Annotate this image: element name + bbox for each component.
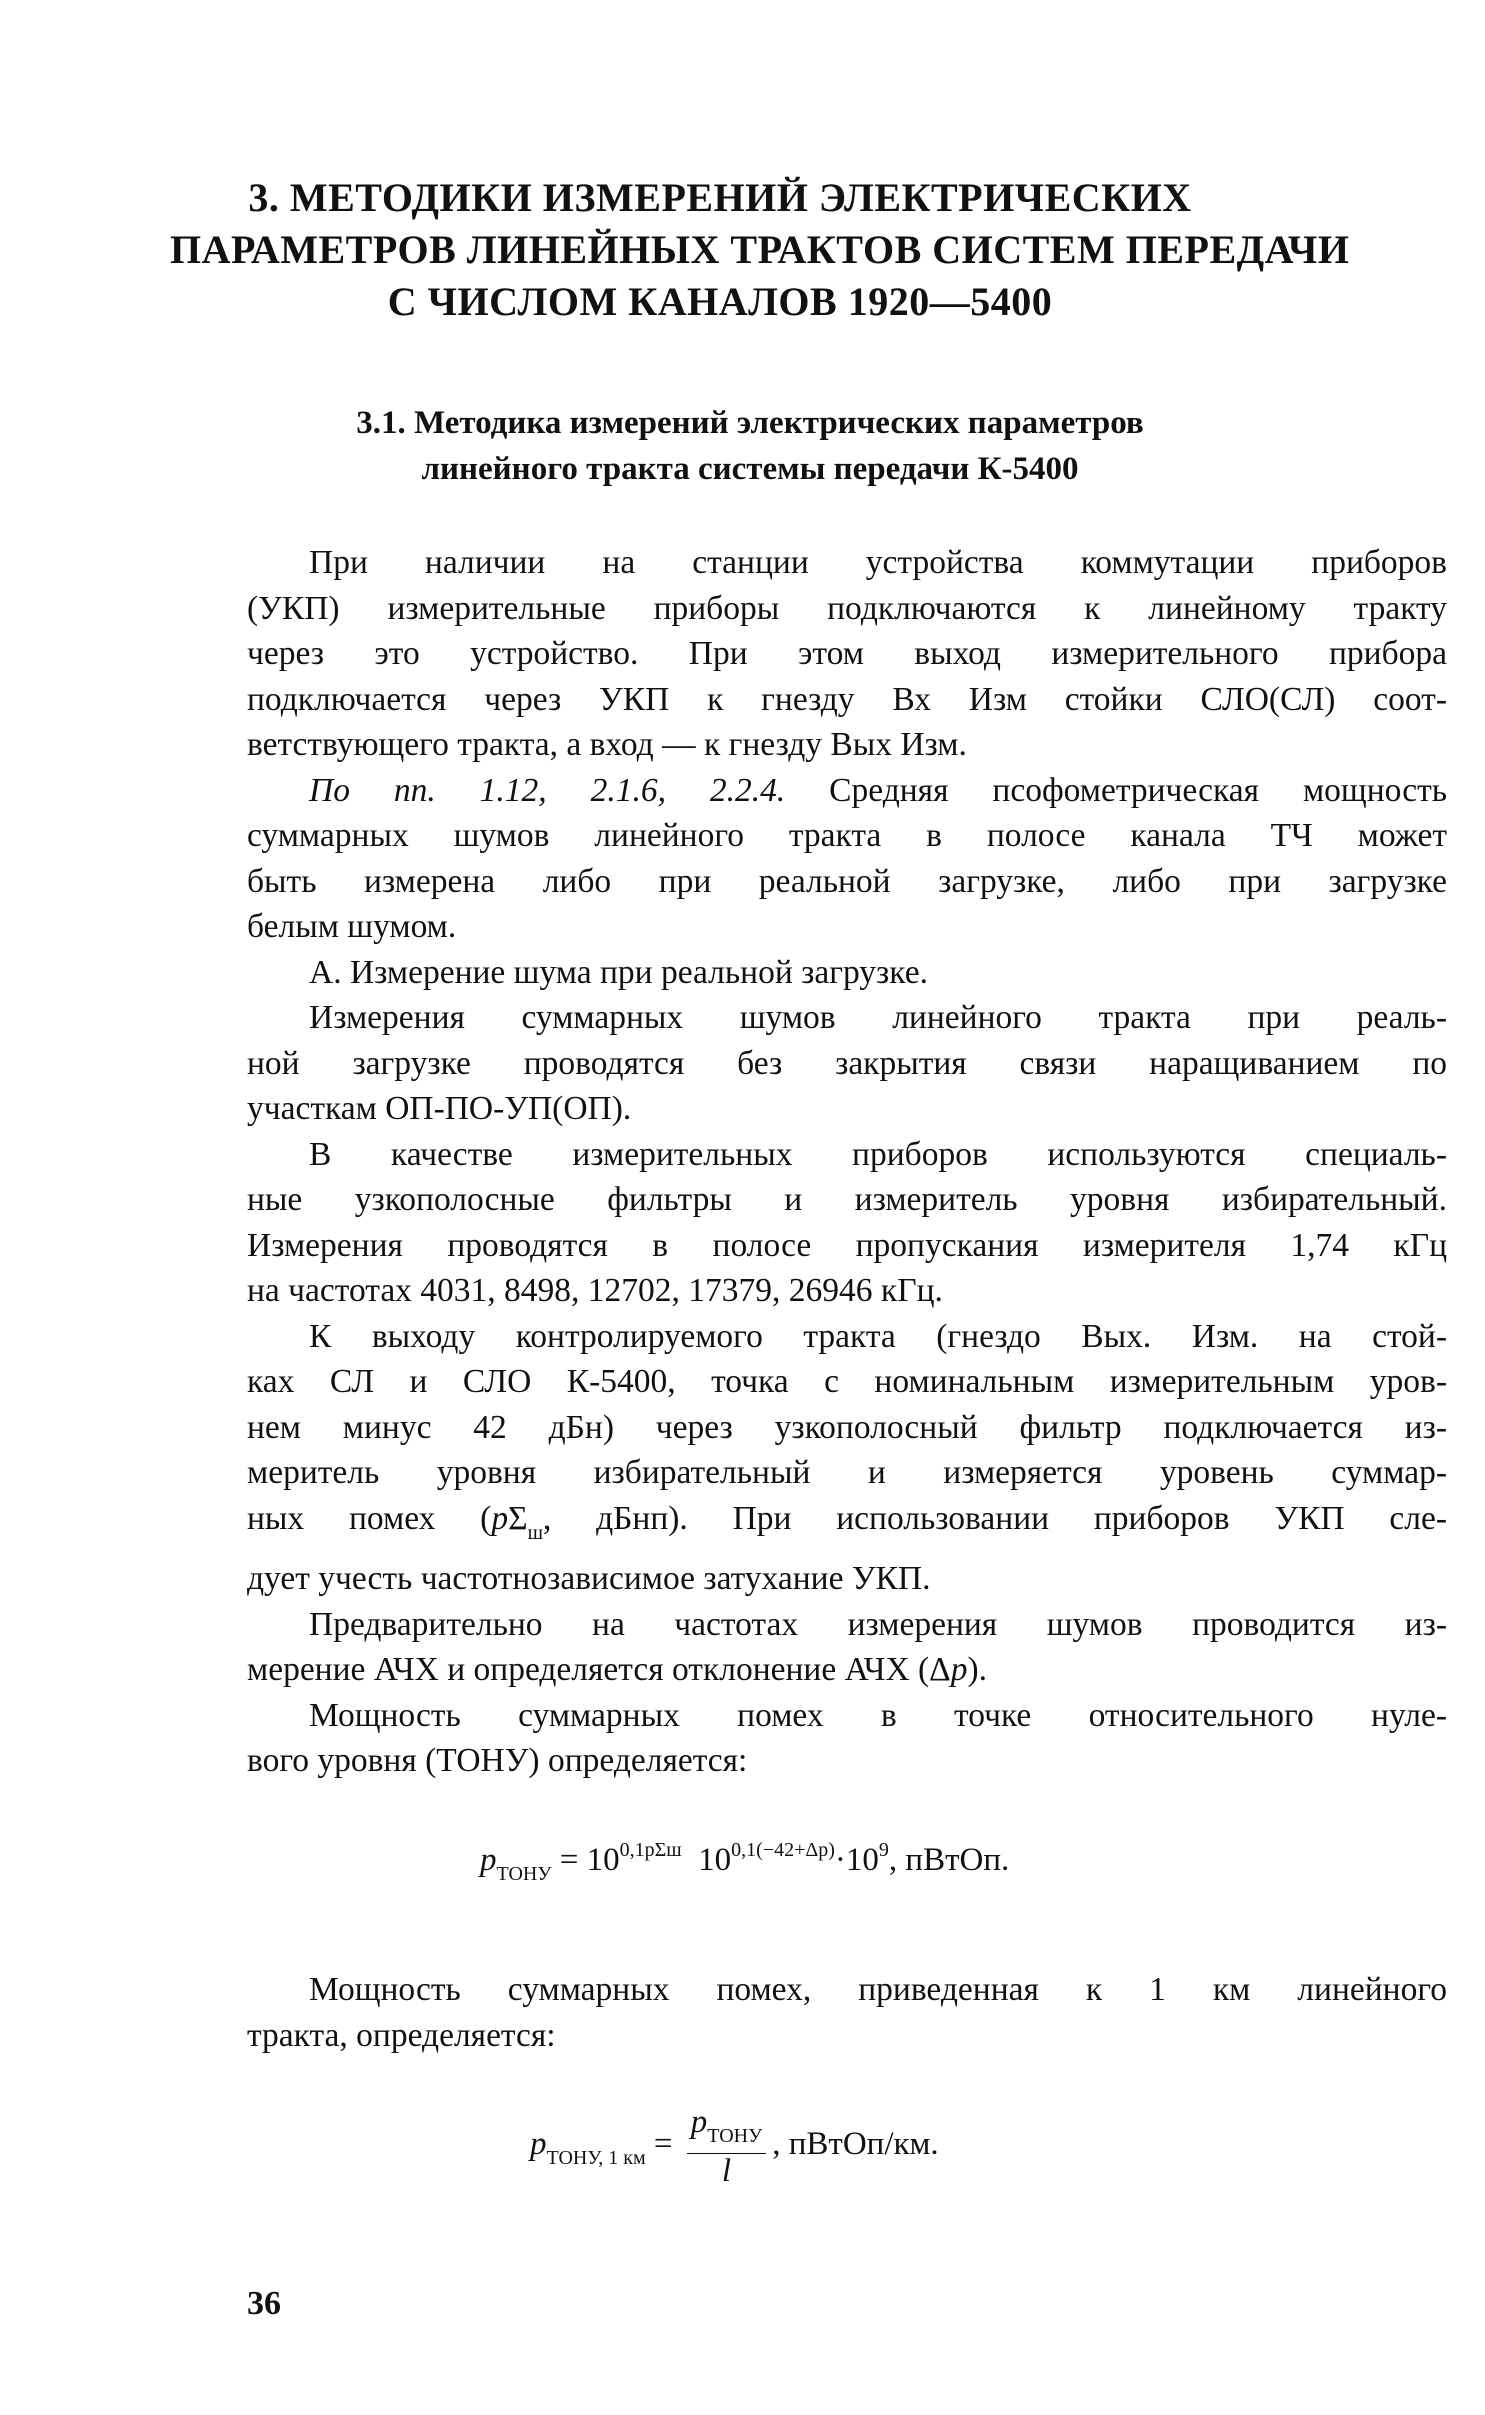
page-number: 36 <box>247 2285 281 2322</box>
paragraph-line: участкам ОП-ПО-УП(ОП). <box>247 1090 632 1127</box>
paragraph-line: К выходу контролируемого тракта (гнездо Вых. Изм. на стой- <box>309 1317 1447 1355</box>
formula-unit: , пВтОп/км. <box>772 2126 939 2163</box>
paragraph-text: мерение АЧХ и определяется отклонение АЧХ (Δ <box>247 1651 951 1688</box>
fraction <box>687 2105 767 2188</box>
chapter-title-line: ПАРАМЕТРОВ ЛИНЕЙНЫХ ТРАКТОВ СИСТЕМ ПЕРЕДАЧИ <box>170 227 1350 272</box>
section-title-line: 3.1. Методика измерений электрических параметров <box>356 405 1144 441</box>
formula-variable: p <box>480 1842 497 1878</box>
paragraph-text: Средняя псофометрическая мощность <box>785 771 1447 809</box>
variable-p: p <box>491 1499 509 1537</box>
subscript: ш <box>527 1521 543 1544</box>
paragraph-line: тракта, определяется: <box>247 2016 556 2054</box>
paragraph-line: Предварительно на частотах измерения шумов проводится из- <box>309 1605 1447 1643</box>
fraction-numerator <box>687 2105 767 2154</box>
paragraph-line: дует учесть частотнозависимое затухание УКП. <box>247 1560 931 1597</box>
formula-subscript: ТОНУ <box>496 1863 552 1885</box>
body-text-continued <box>247 1967 1447 2058</box>
formula-subscript: ТОНУ <box>707 2125 763 2147</box>
paragraph-line: Мощность суммарных помех, приведенная к 1 км линейного <box>309 1971 1447 2008</box>
paragraph-line: быть измерена либо при реальной загрузке, либо при загрузке <box>247 862 1447 900</box>
paragraph-line <box>247 1496 1447 1557</box>
paragraph-text: , дБнп). При использовании приборов УКП сле- <box>542 1499 1447 1537</box>
paragraph-text: ). <box>967 1651 988 1688</box>
formula-base: 10 <box>845 1842 879 1878</box>
formula-exponent: 0,1pΣш <box>619 1839 682 1861</box>
paragraph-line: ках СЛ и СЛО К-5400, точка с номинальным измерительным уров- <box>247 1363 1447 1400</box>
formula-subscript: ТОНУ, 1 км <box>546 2147 646 2170</box>
chapter-title <box>170 172 1350 328</box>
paragraph-line <box>247 768 1447 814</box>
formula-power-per-km <box>530 2105 939 2188</box>
paragraph-line: на частотах 4031, 8498, 12702, 17379, 26946 кГц. <box>247 1272 943 1309</box>
paragraph-line: нем минус 42 дБн) через узкополосный фильтр подключается из- <box>247 1408 1447 1446</box>
paragraph-line: ной загрузке проводятся без закрытия связи наращиванием по <box>247 1044 1447 1082</box>
paragraph-line: суммарных шумов линейного тракта в полосе канала ТЧ может <box>247 817 1447 854</box>
paragraph-line: Измерения суммарных шумов линейного тракта при реаль- <box>309 999 1447 1036</box>
paragraph-line: В качестве измерительных приборов используются специаль- <box>309 1135 1447 1173</box>
paragraph-line: Мощность суммарных помех в точке относительного нуле- <box>309 1696 1447 1734</box>
clause-reference: По пп. 1.12, 2.1.6, 2.2.4. <box>309 771 786 809</box>
variable-p: p <box>950 1651 968 1688</box>
sigma-symbol: Σ <box>508 1499 528 1537</box>
paragraph-line: вого уровня (ТОНУ) определяется: <box>247 1742 748 1779</box>
paragraph-text: ных помех ( <box>247 1499 492 1537</box>
paragraph-line: Измерения проводятся в полосе пропускания измерителя 1,74 кГц <box>247 1226 1447 1264</box>
paragraph-line: (УКП) измерительные приборы подключаются к линейному тракту <box>247 589 1447 627</box>
chapter-title-line: 3. МЕТОДИКИ ИЗМЕРЕНИЙ ЭЛЕКТРИЧЕСКИХ <box>248 175 1192 220</box>
paragraph-line: меритель уровня избирательный и измеряется уровень суммар- <box>247 1454 1447 1491</box>
paragraph-line: белым шумом. <box>247 908 457 945</box>
formula-exponent: 0,1(−42+Δp) <box>731 1839 835 1861</box>
formula-variable: p <box>690 2104 708 2140</box>
equals-sign: = <box>653 2126 673 2163</box>
paragraph-line: через это устройство. При этом выход измерительного прибора <box>247 635 1447 672</box>
section-title <box>240 400 1260 492</box>
subsection-heading: А. Измерение шума при реальной загрузке. <box>309 953 928 991</box>
multiply-sign: · <box>834 1842 846 1878</box>
equals-sign: = <box>559 1842 579 1878</box>
paragraph-line <box>247 1647 1447 1693</box>
body-text <box>247 540 1447 1784</box>
paragraph-line: подключается через УКП к гнезду Вх Изм стойки СЛО(СЛ) соот- <box>247 680 1447 718</box>
formula-exponent: 9 <box>878 1839 889 1861</box>
formula-unit: , пВтОп. <box>888 1842 1010 1878</box>
section-title-line: линейного тракта системы передачи К-5400 <box>421 451 1079 487</box>
formula-base: 10 <box>586 1842 620 1878</box>
paragraph-line: ные узкополосные фильтры и измеритель уровня избирательный. <box>247 1181 1447 1218</box>
paragraph-line: При наличии на станции устройства коммутации приборов <box>309 544 1447 581</box>
formula-base: 10 <box>698 1842 732 1878</box>
fraction-denominator: l <box>721 2153 732 2189</box>
formula-variable: p <box>530 2126 547 2163</box>
paragraph-line: ветствующего тракта, а вход — к гнезду Вых Изм. <box>247 726 967 763</box>
formula-power-tonu <box>480 1830 1009 1894</box>
chapter-title-line: С ЧИСЛОМ КАНАЛОВ 1920—5400 <box>387 279 1053 324</box>
